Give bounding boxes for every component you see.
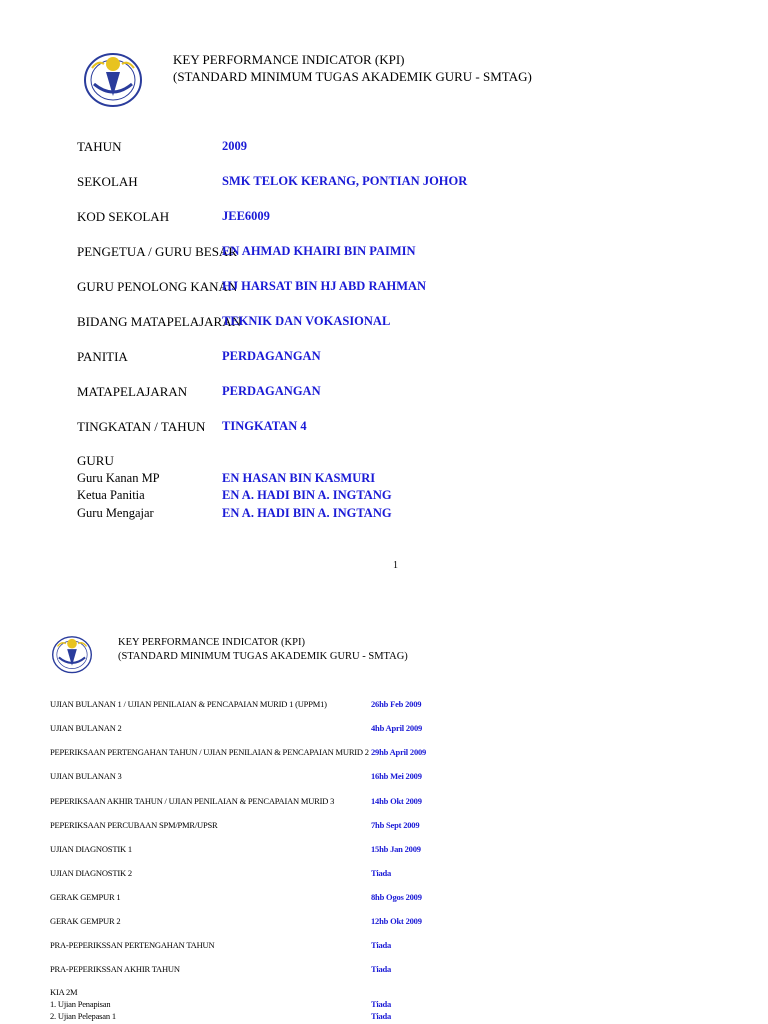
field-label-panitia: PANITIA: [77, 349, 128, 364]
guru-label-kanan-mp: Guru Kanan MP: [77, 471, 160, 485]
field-value-sekolah: SMK TELOK KERANG, PONTIAN JOHOR: [222, 174, 468, 188]
exam-row-label: GERAK GEMPUR 2: [50, 916, 121, 926]
guru-label-ketua-panitia: Ketua Panitia: [77, 488, 145, 502]
exam-row-date: Tiada: [371, 964, 392, 974]
field-value-pengetua: EN AHMAD KHAIRI BIN PAIMIN: [222, 244, 416, 258]
field-label-matapelajaran: MATAPELAJARAN: [77, 384, 188, 399]
guru-value-ketua-panitia: EN A. HADI BIN A. INGTANG: [222, 488, 392, 502]
guru-value-mengajar: EN A. HADI BIN A. INGTANG: [222, 506, 392, 520]
field-value-kod-sekolah: JEE6009: [222, 209, 270, 223]
exam-row-date: 29hb April 2009: [371, 747, 427, 757]
exam-row-label: UJIAN BULANAN 2: [50, 723, 122, 733]
exam-row-label: UJIAN BULANAN 1 / UJIAN PENILAIAN & PENCAPAIAN MURID 1 (UPPM1): [50, 699, 327, 709]
exam-row-date: 8hb Ogos 2009: [371, 892, 422, 902]
kia-row-label: 1. Ujian Penapisan: [50, 999, 111, 1009]
exam-row-label: PEPERIKSAAN PERCUBAAN SPM/PMR/UPSR: [50, 820, 218, 830]
field-value-guru-penolong-kanan: HJ HARSAT BIN HJ ABD RAHMAN: [222, 279, 427, 293]
field-label-bidang-matapelajaran: BIDANG MATAPELAJARAN: [77, 314, 241, 329]
kia-heading: KIA 2M: [50, 987, 78, 997]
field-label-pengetua: PENGETUA / GURU BESAR: [77, 244, 237, 259]
guru-label-mengajar: Guru Mengajar: [77, 506, 154, 520]
field-value-bidang-matapelajaran: TEKNIK DAN VOKASIONAL: [222, 314, 391, 328]
kia-row-label: 2. Ujian Pelepasan 1: [50, 1011, 116, 1021]
field-label-tahun: TAHUN: [77, 139, 122, 154]
exam-row-label: UJIAN BULANAN 3: [50, 771, 122, 781]
exam-row-date: 26hb Feb 2009: [371, 699, 422, 709]
field-label-tingkatan: TINGKATAN / TAHUN: [77, 419, 206, 434]
ppd-logo-icon: [50, 634, 94, 674]
page-title: KEY PERFORMANCE INDICATOR (KPI): [118, 637, 305, 648]
field-label-sekolah: SEKOLAH: [77, 174, 138, 189]
exam-row-label: PEPERIKSAAN AKHIR TAHUN / UJIAN PENILAIAN & PENCAPAIAN MURID 3: [50, 796, 335, 806]
guru-value-kanan-mp: EN HASAN BIN KASMURI: [222, 471, 376, 485]
exam-row-date: 14hb Okt 2009: [371, 796, 422, 806]
exam-row-date: 4hb April 2009: [371, 723, 423, 733]
field-label-kod-sekolah: KOD SEKOLAH: [77, 209, 170, 224]
exam-row-date: 15hb Jan 2009: [371, 844, 421, 854]
field-value-tingkatan: TINGKATAN 4: [222, 419, 307, 433]
exam-row-label: UJIAN DIAGNOSTIK 2: [50, 868, 132, 878]
guru-heading: GURU: [77, 453, 114, 468]
page-title: KEY PERFORMANCE INDICATOR (KPI): [173, 52, 405, 67]
exam-row-label: PRA-PEPERIKSSAN PERTENGAHAN TAHUN: [50, 940, 215, 950]
exam-row-label: PEPERIKSAAN PERTENGAHAN TAHUN / UJIAN PENILAIAN & PENCAPAIAN MURID 2: [50, 747, 369, 757]
exam-row-label: GERAK GEMPUR 1: [50, 892, 121, 902]
field-value-tahun: 2009: [222, 139, 247, 153]
exam-row-date: 12hb Okt 2009: [371, 916, 422, 926]
exam-row-label: PRA-PEPERIKSSAN AKHIR TAHUN: [50, 964, 180, 974]
ppd-logo-icon: [82, 50, 144, 108]
page-number: 1: [393, 560, 398, 571]
page-subtitle: (STANDARD MINIMUM TUGAS AKADEMIK GURU - SMTAG): [118, 651, 408, 662]
field-value-panitia: PERDAGANGAN: [222, 349, 321, 363]
page-subtitle: (STANDARD MINIMUM TUGAS AKADEMIK GURU - SMTAG): [173, 69, 532, 84]
exam-row-date: Tiada: [371, 868, 392, 878]
field-value-matapelajaran: PERDAGANGAN: [222, 384, 321, 398]
exam-row-date: Tiada: [371, 940, 392, 950]
exam-row-label: UJIAN DIAGNOSTIK 1: [50, 844, 132, 854]
kia-row-value: Tiada: [371, 1011, 392, 1021]
exam-row-date: 16hb Mei 2009: [371, 771, 422, 781]
field-label-guru-penolong-kanan: GURU PENOLONG KANAN: [77, 279, 238, 294]
exam-row-date: 7hb Sept 2009: [371, 820, 420, 830]
kia-row-value: Tiada: [371, 999, 392, 1009]
